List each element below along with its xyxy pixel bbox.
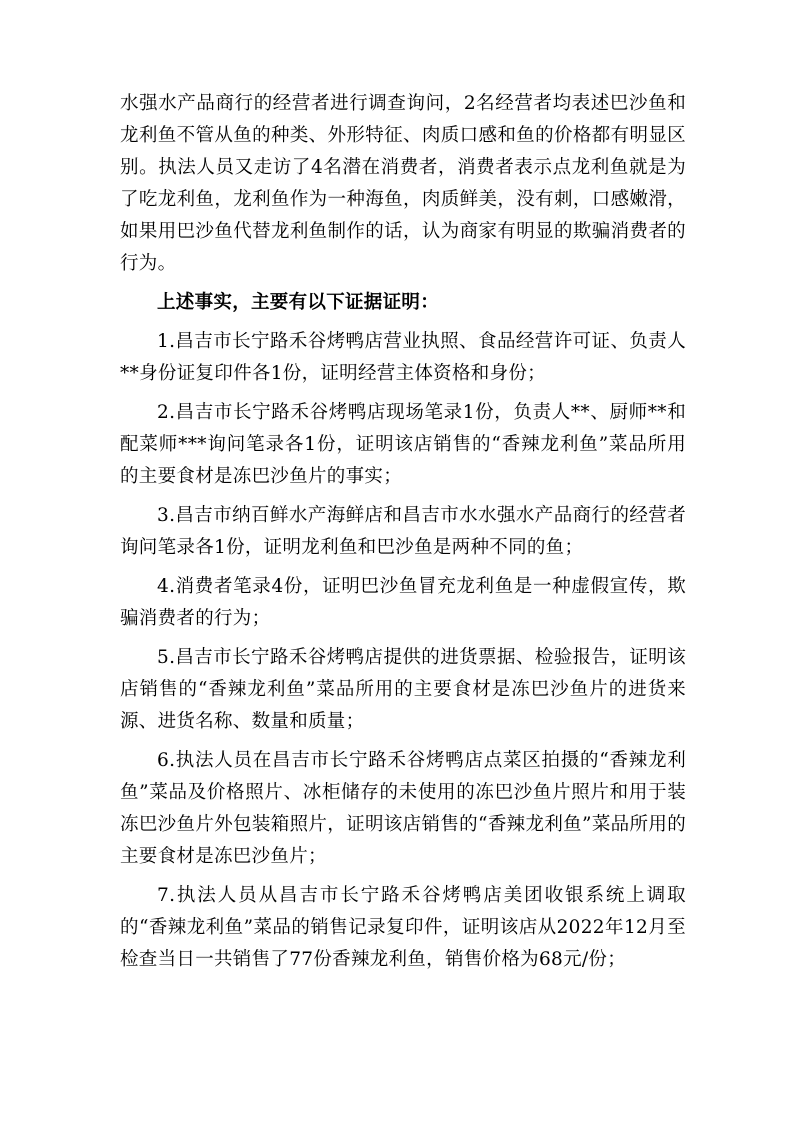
paragraph-investigation-summary: 水强水产品商行的经营者进行调查询问，2名经营者均表述巴沙鱼和龙利鱼不管从鱼的种类、外形特征、肉质口感和鱼的价格都有明显区别。执法人员又走访了4名潜在消费者，消费者表示点龙利鱼就是为了吃龙利鱼，龙利鱼作为一种海鱼，肉质鲜美，没有刺，口感嫩滑，如果用巴沙鱼代替龙利鱼制作的话，认为商家有明显的欺骗消费者的行为。 <box>120 93 686 274</box>
paragraph-evidence-5: 5.昌吉市长宁路禾谷烤鸭店提供的进货票据、检验报告，证明该店销售的“香辣龙利鱼”菜品所用的主要食材是冻巴沙鱼片的进货来源、进货名称、数量和质量； <box>120 647 686 732</box>
paragraph-evidence-3: 3.昌吉市纳百鲜水产海鲜店和昌吉市水水强水产品商行的经营者询问笔录各1份，证明龙利鱼和巴沙鱼是两种不同的鱼； <box>120 505 686 558</box>
paragraph-evidence-1: 1.昌吉市长宁路禾谷烤鸭店营业执照、食品经营许可证、负责人**身份证复印件各1份，证明经营主体资格和身份； <box>120 331 686 384</box>
paragraph-evidence-6: 6.执法人员在昌吉市长宁路禾谷烤鸭店点菜区拍摄的“香辣龙利鱼”菜品及价格照片、冰柜储存的未使用的冻巴沙鱼片照片和用于装冻巴沙鱼片外包装箱照片，证明该店销售的“香辣龙利鱼”菜品所用的主要食材是冻巴沙鱼片； <box>120 750 686 867</box>
paragraph-evidence-2: 2.昌吉市长宁路禾谷烤鸭店现场笔录1份，负责人**、厨师**和配菜师***询问笔录各1份，证明该店销售的“香辣龙利鱼”菜品所用的主要食材是冻巴沙鱼片的事实； <box>120 402 686 487</box>
paragraph-evidence-heading: 上述事实，主要有以下证据证明： <box>157 292 440 313</box>
paragraph-evidence-7: 7.执法人员从昌吉市长宁路禾谷烤鸭店美团收银系统上调取的“香辣龙利鱼”菜品的销售记录复印件，证明该店从2022年12月至检查当日一共销售了77份香辣龙利鱼，销售价格为68元/份； <box>120 885 686 970</box>
paragraph-evidence-4: 4.消费者笔录4份，证明巴沙鱼冒充龙利鱼是一种虚假宣传，欺骗消费者的行为； <box>120 576 686 629</box>
document-page <box>120 88 686 983</box>
